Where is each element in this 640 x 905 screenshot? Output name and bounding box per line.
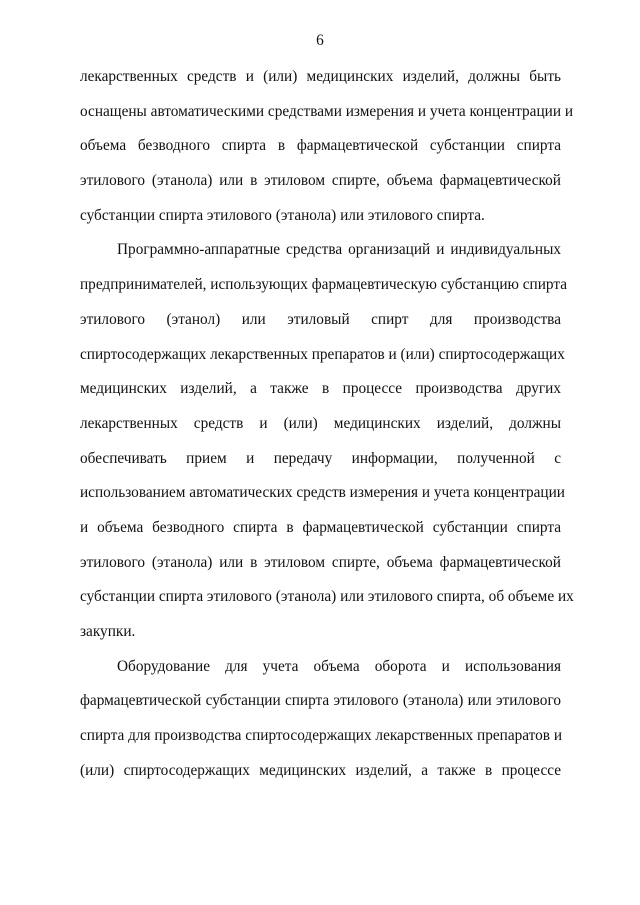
text-line: оснащены автоматическими средствами измерения и учета концентрации и: [80, 102, 574, 120]
text-line: предпринимателей, использующих фармацевтическую субстанцию спирта: [80, 276, 568, 294]
paragraph: [80, 60, 574, 233]
text-line: обеспечивать прием и передачу информации, полученной с: [80, 449, 561, 467]
text-line: субстанции спирта этилового (этанола) или этилового спирта.: [80, 206, 485, 224]
text-line: этилового (этанола) или в этиловом спирте, объема фармацевтической: [80, 172, 561, 190]
text-line: и объема безводного спирта в фармацевтической субстанции спирта: [80, 518, 561, 536]
text-line: этилового (этанол) или этиловый спирт для производства: [80, 310, 561, 328]
text-line: спирта для производства спиртосодержащих лекарственных препаратов и: [80, 727, 563, 745]
text-line: Оборудование для учета объема оборота и использования: [117, 657, 561, 675]
text-line: (или) спиртосодержащих медицинских изделий, а также в процессе: [80, 761, 561, 779]
paragraph: [80, 650, 561, 789]
page-number: 6: [316, 32, 324, 49]
text-line: Программно-аппаратные средства организаций и индивидуальных: [117, 241, 561, 259]
text-line: закупки.: [80, 623, 136, 640]
text-line: лекарственных средств и (или) медицинских изделий, должны быть: [80, 68, 561, 85]
text-line: медицинских изделий, а также в процессе производства других: [80, 380, 561, 398]
text-line: использованием автоматических средств измерения и учета концентрации: [80, 484, 565, 502]
text-line: объема безводного спирта в фармацевтической субстанции спирта: [80, 137, 561, 155]
document-body: [80, 60, 574, 788]
text-line: фармацевтической субстанции спирта этилового (этанола) или этилового: [80, 692, 561, 710]
text-line: этилового (этанола) или в этиловом спирте, объема фармацевтической: [80, 553, 561, 571]
text-line: субстанции спирта этилового (этанола) или этилового спирта, об объеме их: [80, 588, 574, 606]
paragraph: [80, 233, 574, 649]
text-line: спиртосодержащих лекарственных препаратов и (или) спиртосодержащих: [80, 345, 565, 363]
text-line: лекарственных средств и (или) медицинских изделий, должны: [80, 414, 561, 432]
